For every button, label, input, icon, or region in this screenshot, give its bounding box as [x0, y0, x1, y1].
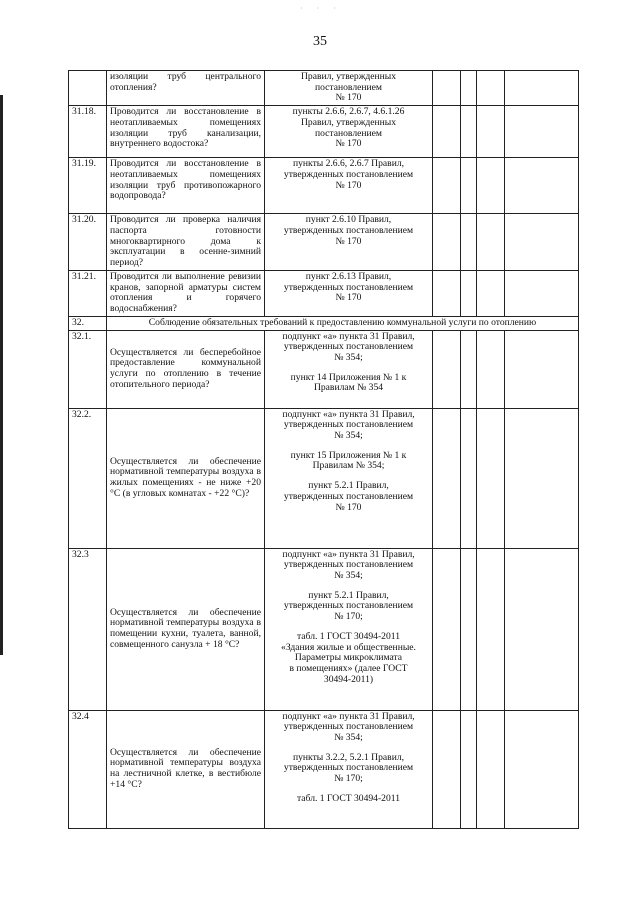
- answer-cell: [505, 548, 579, 710]
- answer-cell: [477, 270, 505, 316]
- reference-line: пункты 3.2.2, 5.2.1 Правил,: [292, 751, 405, 763]
- reference-line: пункт 5.2.1 Правил,: [308, 589, 389, 601]
- item-number: 32.3: [69, 548, 107, 710]
- checklist-table: [68, 70, 579, 829]
- table-row: [69, 710, 579, 828]
- reference-line: пункт 15 Приложения № 1 к: [290, 449, 407, 461]
- reference-line: № 170;: [334, 773, 363, 785]
- answer-cell: [505, 270, 579, 316]
- reference-line: постановлением: [315, 127, 382, 139]
- reference-line: утвержденных постановлением: [283, 224, 414, 236]
- reference-line: № 354;: [334, 352, 363, 364]
- reference-line: пункт 5.2.1 Правил,: [308, 480, 389, 492]
- answer-cell: [477, 330, 505, 408]
- reference-line: утвержденных постановлением: [283, 419, 414, 431]
- item-question: Проводится ли проверка наличия паспорта готовности многоквартирного дома к эксплуатации в осенне-зимний период?: [107, 214, 265, 271]
- item-question: Осуществляется ли обеспечение нормативной температуры воздуха в помещении кухни, туалета, ванной, совмещенного санузла + 18 °С?: [107, 548, 265, 710]
- reference-line: пункт 14 Приложения № 1 к: [290, 371, 407, 383]
- reference-line: № 170: [335, 235, 362, 247]
- reference-line: 30494-2011): [323, 673, 374, 685]
- reference-line: утвержденных постановлением: [283, 559, 414, 571]
- scan-edge-mark: [0, 95, 3, 655]
- reference-line: «Здания жилые и общественные.: [281, 641, 416, 653]
- item-legal-reference: [265, 330, 433, 408]
- scan-noise: · · ·: [300, 4, 342, 13]
- reference-line: № 170: [335, 501, 362, 513]
- reference-line: подпункт «а» пункта 31 Правил,: [282, 330, 415, 342]
- answer-cell: [433, 158, 461, 214]
- reference-line: табл. 1 ГОСТ 30494-2011: [296, 630, 400, 642]
- reference-line: Параметры микроклимата: [294, 652, 403, 664]
- reference-line: № 170: [335, 92, 362, 104]
- item-question: Проводится ли восстановление в неотапливаемых помещениях изоляции труб противопожарного водопровода?: [107, 158, 265, 214]
- item-number: 31.20.: [69, 214, 107, 271]
- item-question: Осуществляется ли обеспечение нормативной температуры воздуха в жилых помещениях - не ниже +20 °С (в угловых комнатах - +22 °С)?: [107, 408, 265, 548]
- answer-cell: [461, 548, 477, 710]
- answer-cell: [477, 710, 505, 828]
- section-title: Соблюдение обязательных требований к предоставлению коммунальной услуги по отоплению: [107, 316, 579, 330]
- table-row: [69, 270, 579, 316]
- table-row: [69, 408, 579, 548]
- reference-line: в помещениях» (далее ГОСТ: [289, 663, 408, 675]
- table-row: [69, 214, 579, 271]
- reference-line: пункты 2.6.6, 2.6.7 Правил,: [292, 158, 405, 170]
- item-number: 31.19.: [69, 158, 107, 214]
- item-legal-reference: [265, 270, 433, 316]
- table-row: [69, 330, 579, 408]
- reference-line: № 170: [335, 292, 362, 304]
- item-legal-reference: [265, 408, 433, 548]
- item-question: изоляции труб центрального отопления?: [107, 71, 265, 106]
- reference-line: № 354;: [334, 570, 363, 582]
- item-legal-reference: [265, 71, 433, 106]
- section-header-row: [69, 316, 579, 330]
- reference-line: Правилам № 354;: [312, 460, 385, 472]
- item-number: 32.4: [69, 710, 107, 828]
- answer-cell: [477, 214, 505, 271]
- reference-line: Правил, утвержденных: [300, 116, 397, 128]
- answer-cell: [433, 71, 461, 106]
- answer-cell: [433, 106, 461, 158]
- item-number: 32.2.: [69, 408, 107, 548]
- answer-cell: [477, 106, 505, 158]
- item-legal-reference: [265, 158, 433, 214]
- answer-cell: [505, 710, 579, 828]
- reference-line: утвержденных постановлением: [283, 762, 414, 774]
- reference-line: пункт 2.6.13 Правил,: [305, 270, 392, 282]
- table-row: [69, 71, 579, 106]
- answer-cell: [461, 270, 477, 316]
- answer-cell: [505, 330, 579, 408]
- item-question: Осуществляется ли бесперебойное предоставление коммунальной услуги по отоплению в течение отопительного периода?: [107, 330, 265, 408]
- answer-cell: [461, 330, 477, 408]
- reference-line: подпункт «а» пункта 31 Правил,: [282, 710, 415, 722]
- item-number: 31.21.: [69, 270, 107, 316]
- answer-cell: [461, 214, 477, 271]
- table-row: [69, 548, 579, 710]
- reference-line: утвержденных постановлением: [283, 721, 414, 733]
- answer-cell: [433, 330, 461, 408]
- answer-cell: [477, 408, 505, 548]
- answer-cell: [461, 408, 477, 548]
- item-legal-reference: [265, 106, 433, 158]
- answer-cell: [505, 71, 579, 106]
- answer-cell: [505, 158, 579, 214]
- answer-cell: [433, 214, 461, 271]
- answer-cell: [461, 158, 477, 214]
- section-number: 32.: [69, 316, 107, 330]
- item-question: Проводится ли восстановление в неотапливаемых помещениях изоляции труб канализации, внутреннего водостока?: [107, 106, 265, 158]
- reference-line: № 170: [335, 138, 362, 150]
- reference-line: пункты 2.6.6, 2.6.7, 4.6.1.26: [292, 106, 405, 118]
- reference-line: № 354;: [334, 732, 363, 744]
- answer-cell: [477, 548, 505, 710]
- item-legal-reference: [265, 214, 433, 271]
- reference-line: подпункт «а» пункта 31 Правил,: [282, 408, 415, 420]
- reference-line: № 170;: [334, 611, 363, 623]
- item-number: 32.1.: [69, 330, 107, 408]
- reference-line: подпункт «а» пункта 31 Правил,: [282, 548, 415, 560]
- answer-cell: [505, 214, 579, 271]
- item-legal-reference: [265, 710, 433, 828]
- answer-cell: [433, 710, 461, 828]
- reference-line: постановлением: [315, 81, 382, 93]
- answer-cell: [477, 158, 505, 214]
- item-number: 31.18.: [69, 106, 107, 158]
- reference-line: утвержденных постановлением: [283, 490, 414, 502]
- item-legal-reference: [265, 548, 433, 710]
- table-row: [69, 106, 579, 158]
- reference-line: пункт 2.6.10 Правил,: [305, 214, 392, 226]
- answer-cell: [433, 270, 461, 316]
- reference-line: Правил, утвержденных: [300, 71, 397, 82]
- answer-cell: [477, 71, 505, 106]
- item-question: Осуществляется ли обеспечение нормативной температуры воздуха на лестничной клетке, в вестибюле +14 °С?: [107, 710, 265, 828]
- answer-cell: [461, 106, 477, 158]
- reference-line: утвержденных постановлением: [283, 281, 414, 293]
- answer-cell: [505, 408, 579, 548]
- reference-line: утвержденных постановлением: [283, 168, 414, 180]
- reference-line: Правилам № 354: [313, 382, 384, 394]
- answer-cell: [461, 71, 477, 106]
- reference-line: № 170: [335, 179, 362, 191]
- answer-cell: [461, 710, 477, 828]
- answer-cell: [433, 408, 461, 548]
- reference-line: № 354;: [334, 430, 363, 442]
- reference-line: утвержденных постановлением: [283, 341, 414, 353]
- page-number: 35: [313, 34, 327, 49]
- answer-cell: [505, 106, 579, 158]
- answer-cell: [433, 548, 461, 710]
- reference-line: утвержденных постановлением: [283, 600, 414, 612]
- reference-line: табл. 1 ГОСТ 30494-2011: [296, 792, 400, 804]
- item-question: Проводится ли выполнение ревизии кранов, запорной арматуры систем отопления и горячего водоснабжения?: [107, 270, 265, 316]
- item-number: [69, 71, 107, 106]
- table-row: [69, 158, 579, 214]
